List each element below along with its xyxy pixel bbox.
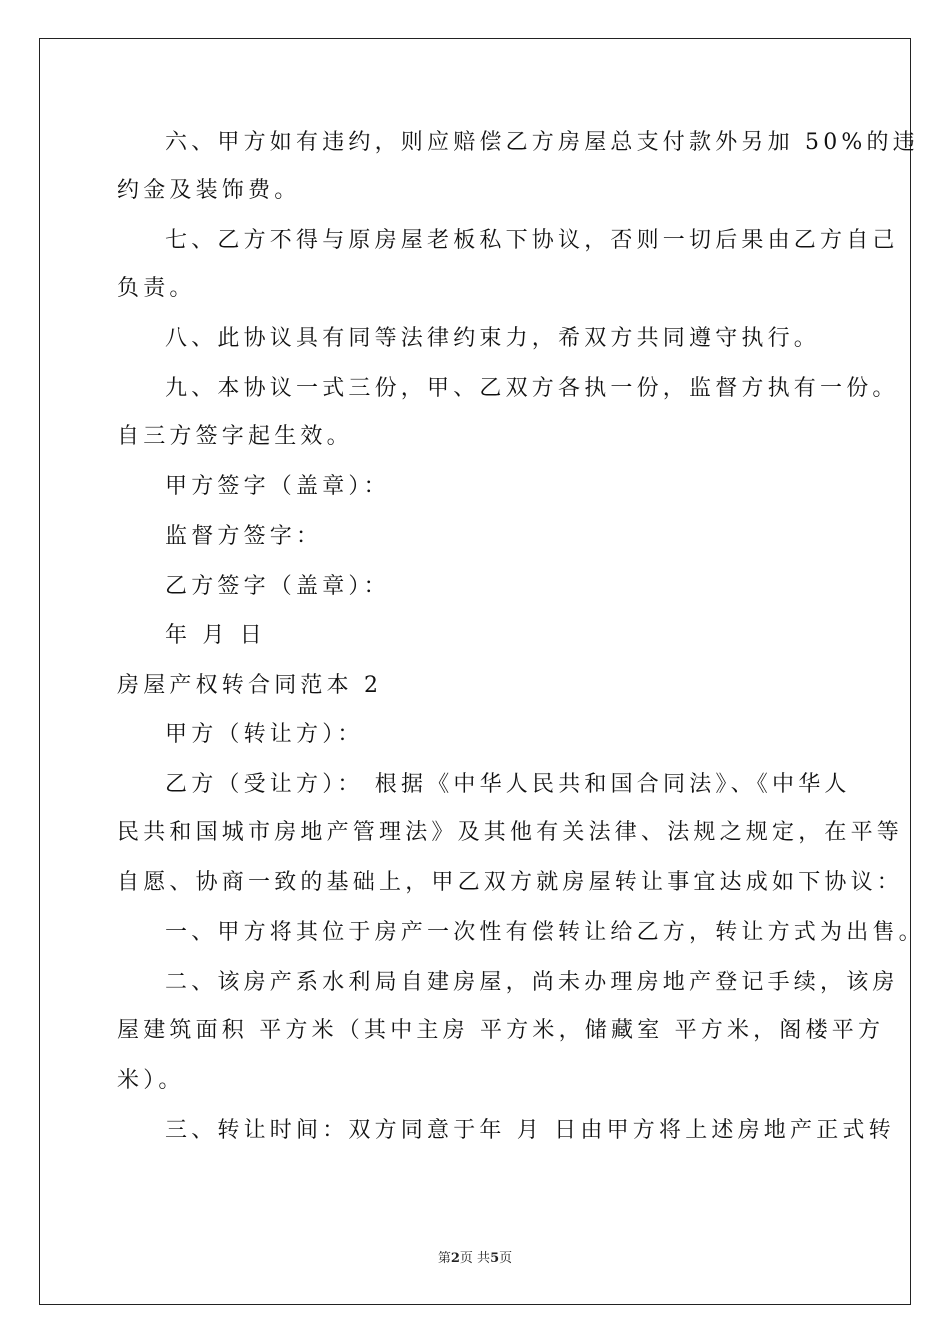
clause-7-line-1: 七、乙方不得与原房屋老板私下协议，否则一切后果由乙方自己 <box>165 228 899 253</box>
article-3-line-1: 三、转让时间：双方同意于年 月 日由甲方将上述房地产正式转 <box>165 1118 895 1143</box>
article-2-line-1: 二、该房产系水利局自建房屋，尚未办理房地产登记手续，该房 <box>165 970 899 995</box>
preamble-line-3: 自愿、协商一致的基础上，甲乙双方就房屋转让事宜达成如下协议： <box>117 870 904 895</box>
preamble-line-2: 民共和国城市房地产管理法》及其他有关法律、法规之规定，在平等 <box>117 820 904 845</box>
preamble-line-1: 乙方（受让方）： 根据《中华人民共和国合同法》、《中华人 <box>165 772 851 797</box>
section-title: 房屋产权转合同范本 2 <box>117 673 383 698</box>
page-footer <box>0 1247 950 1266</box>
article-1: 一、甲方将其位于房产一次性有偿转让给乙方，转让方式为出售。 <box>165 920 925 945</box>
party-a-transferor: 甲方（转让方）： <box>165 722 364 747</box>
footer-current-page: 2 <box>450 1251 460 1266</box>
party-a-signature: 甲方签字（盖章）： <box>165 474 390 499</box>
clause-7-line-2: 负责。 <box>117 276 196 301</box>
footer-suffix: 页 <box>499 1251 513 1266</box>
clause-6-line-1: 六、甲方如有违约，则应赔偿乙方房屋总支付款外另加 50%的违 <box>165 130 919 155</box>
date-line: 年 月 日 <box>165 623 266 648</box>
article-2-line-3: 米）。 <box>117 1068 185 1093</box>
footer-total-pages: 5 <box>490 1251 500 1266</box>
footer-prefix: 第 <box>437 1251 451 1266</box>
article-2-line-2: 屋建筑面积 平方米（其中主房 平方米，储藏室 平方米，阁楼平方 <box>117 1018 885 1043</box>
clause-9-line-1: 九、本协议一式三份，甲、乙双方各执一份，监督方执有一份。 <box>165 376 899 401</box>
party-b-signature: 乙方签字（盖章）： <box>165 574 390 599</box>
footer-mid: 页 共 <box>459 1251 491 1266</box>
supervisor-signature: 监督方签字： <box>165 524 323 549</box>
clause-6-line-2: 约金及装饰费。 <box>117 178 301 203</box>
clause-8: 八、此协议具有同等法律约束力，希双方共同遵守执行。 <box>165 326 821 351</box>
clause-9-line-2: 自三方签字起生效。 <box>117 424 353 449</box>
